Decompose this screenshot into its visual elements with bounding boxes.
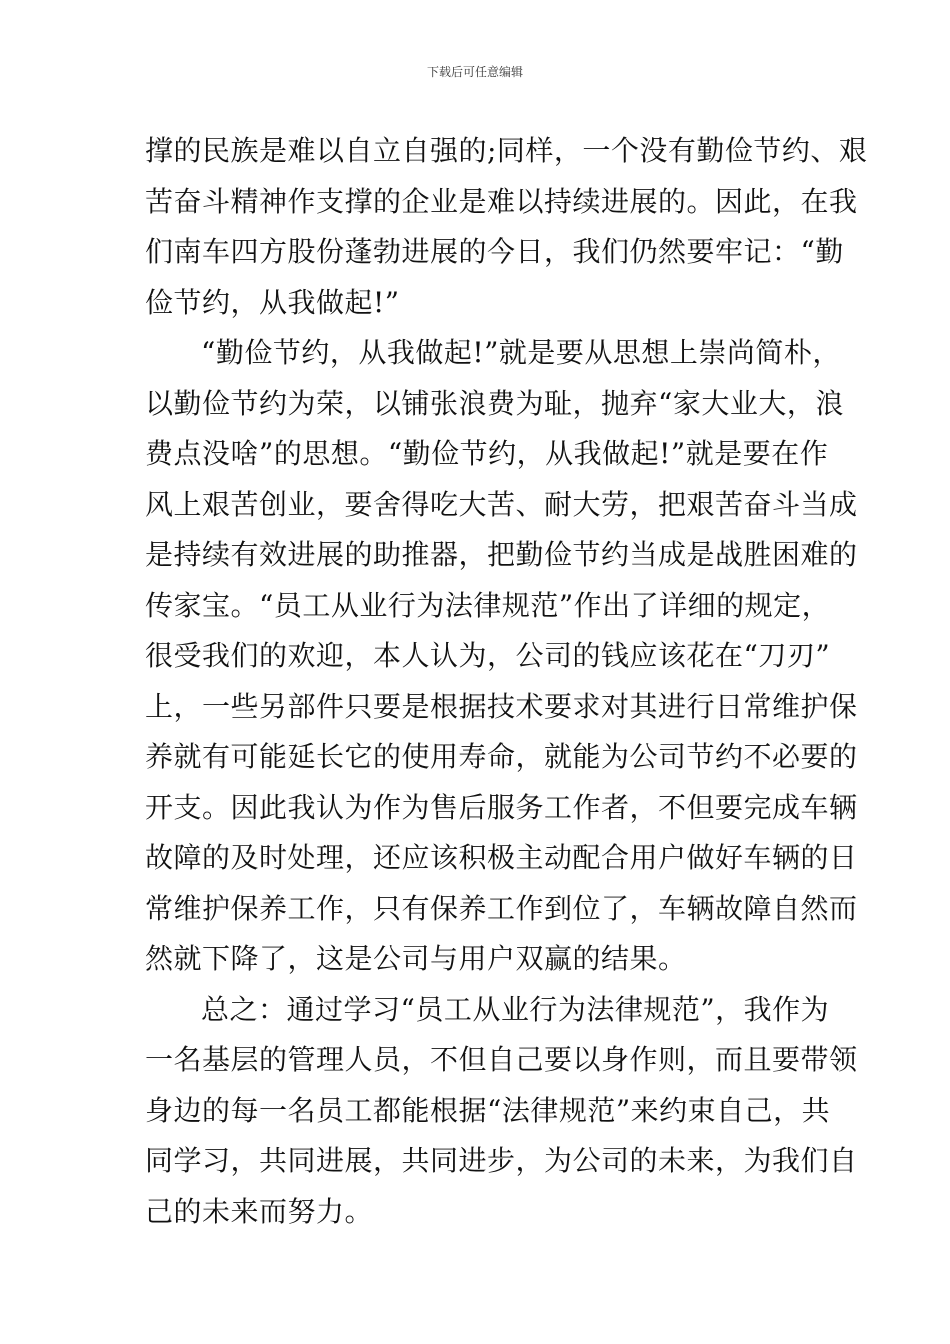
text-line: 以勤俭节约为荣，以铺张浪费为耻，抛弃“家大业大，浪 — [145, 386, 844, 420]
text-line: 很受我们的欢迎，本人认为，公司的钱应该花在“刀刃” — [145, 639, 831, 672]
paragraph — [145, 985, 858, 1238]
text-line: 苦奋斗精神作支撑的企业是难以持续进展的。因此，在我 — [145, 184, 858, 218]
document-body — [145, 126, 868, 1237]
text-line: 身边的每一名员工都能根据“法律规范”来约束自己，共 — [145, 1093, 831, 1127]
text-line: 同学习，共同进展，共同进步，为公司的未来，为我们自 — [145, 1144, 858, 1177]
text-line: 风上艰苦创业，要舍得吃大苦、耐大劳，把艰苦奋斗当成 — [145, 487, 858, 521]
text-line: 撑的民族是难以自立自强的;同样，一个没有勤俭节约、艰 — [145, 134, 868, 167]
text-line: “勤俭节约，从我做起!”就是要从思想上崇尚简朴， — [201, 336, 841, 369]
text-line: 是持续有效进展的助推器，把勤俭节约当成是战胜困难的 — [145, 538, 858, 571]
page-header: 下载后可任意编辑 — [426, 65, 523, 79]
text-line: 费点没啥”的思想。“勤俭节约，从我做起!”就是要在作 — [145, 437, 829, 470]
text-line: 开支。因此我认为作为售后服务工作者，不但要完成车辆 — [145, 790, 858, 824]
paragraph — [145, 328, 858, 985]
text-line: 养就有可能延长它的使用寿命，就能为公司节约不必要的 — [145, 740, 858, 773]
text-line: 故障的及时处理，还应该积极主动配合用户做好车辆的日 — [145, 841, 858, 874]
text-line: 俭节约，从我做起!” — [145, 285, 400, 319]
text-line: 上，一些另部件只要是根据技术要求对其进行日常维护保 — [145, 689, 858, 723]
text-line: 常维护保养工作，只有保养工作到位了，车辆故障自然而 — [145, 891, 858, 925]
text-line: 总之：通过学习“员工从业行为法律规范”，我作为 — [201, 992, 830, 1026]
paragraph — [145, 126, 868, 328]
text-line: 然就下降了，这是公司与用户双赢的结果。 — [145, 942, 687, 975]
text-line: 己的未来而努力。 — [145, 1194, 374, 1228]
text-line: 传家宝。“员工从业行为法律规范”作出了详细的规定， — [145, 588, 831, 622]
text-line: 们南车四方股份蓬勃进展的今日，我们仍然要牢记：“勤 — [145, 235, 844, 268]
text-line: 一名基层的管理人员，不但自己要以身作则，而且要带领 — [145, 1043, 858, 1076]
